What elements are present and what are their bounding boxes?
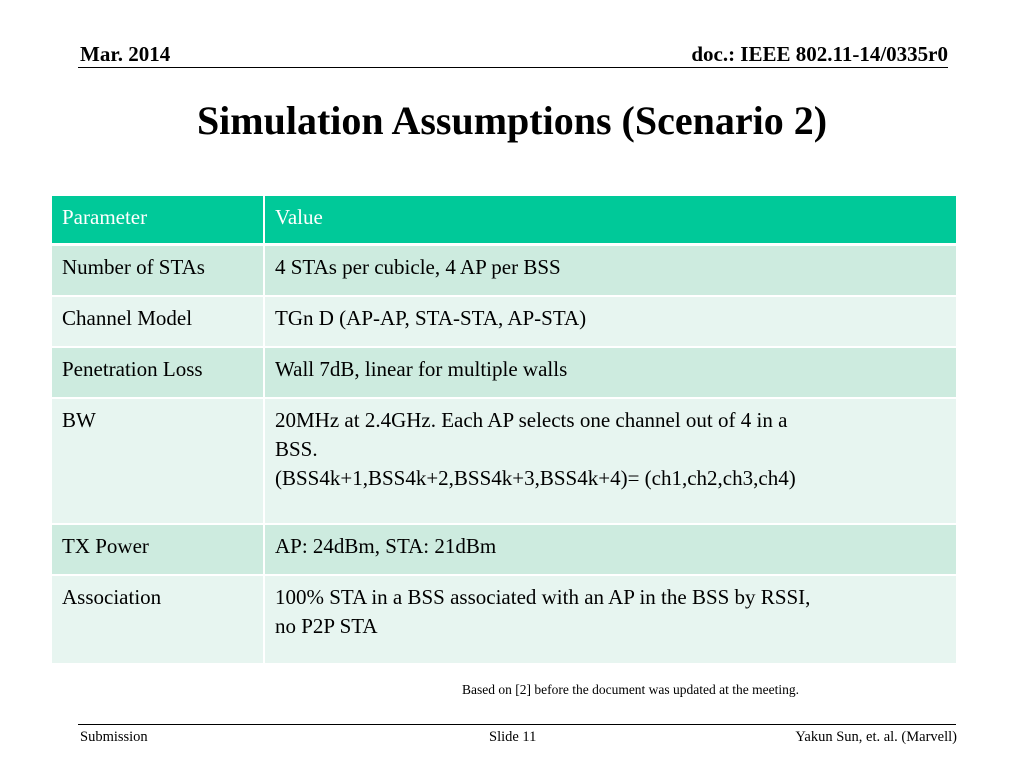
footer-divider xyxy=(78,724,956,725)
header-date: Mar. 2014 xyxy=(80,42,171,66)
header-doc-id: doc.: IEEE 802.11-14/0335r0 xyxy=(691,42,948,66)
value-line: (BSS4k+1,BSS4k+2,BSS4k+3,BSS4k+4)= (ch1,ch2,ch3,ch4) xyxy=(275,466,796,490)
value-line: no P2P STA xyxy=(275,614,378,638)
parameter-cell: Channel Model xyxy=(52,297,265,348)
value-cell xyxy=(265,348,956,399)
table-row xyxy=(52,348,956,399)
value-cell xyxy=(265,246,956,297)
parameter-cell: TX Power xyxy=(52,525,265,576)
value-line: 100% STA in a BSS associated with an AP in the BSS by RSSI, xyxy=(275,585,811,609)
slide-title: Simulation Assumptions (Scenario 2) xyxy=(196,98,828,143)
table-row xyxy=(52,297,956,348)
column-header-value: Value xyxy=(265,196,956,246)
parameter-cell: Association xyxy=(52,576,265,665)
table-row xyxy=(52,576,956,665)
footer-authors: Yakun Sun, et. al. (Marvell) xyxy=(795,729,957,745)
value-line: BSS. xyxy=(275,437,318,461)
parameter-cell: Penetration Loss xyxy=(52,348,265,399)
assumptions-table xyxy=(52,196,956,665)
table-row xyxy=(52,246,956,297)
value-line: Wall 7dB, linear for multiple walls xyxy=(275,357,568,381)
column-header-parameter: Parameter xyxy=(52,196,265,246)
table-row xyxy=(52,399,956,525)
value-line: 20MHz at 2.4GHz. Each AP selects one channel out of 4 in a xyxy=(275,408,788,432)
value-line: TGn D (AP-AP, STA-STA, AP-STA) xyxy=(275,306,587,330)
footer-slide-number: Slide 11 xyxy=(489,729,537,745)
value-line: AP: 24dBm, STA: 21dBm xyxy=(275,534,497,558)
value-line: 4 STAs per cubicle, 4 AP per BSS xyxy=(275,255,561,279)
footer-submission: Submission xyxy=(80,729,148,745)
table-row xyxy=(52,525,956,576)
table-header-row xyxy=(52,196,956,246)
value-cell xyxy=(265,297,956,348)
value-cell xyxy=(265,525,956,576)
value-cell xyxy=(265,576,956,665)
source-note: Based on [2] before the document was updated at the meeting. xyxy=(462,682,800,697)
parameter-cell: BW xyxy=(52,399,265,525)
parameter-cell: Number of STAs xyxy=(52,246,265,297)
header-divider xyxy=(78,67,948,68)
value-cell xyxy=(265,399,956,525)
